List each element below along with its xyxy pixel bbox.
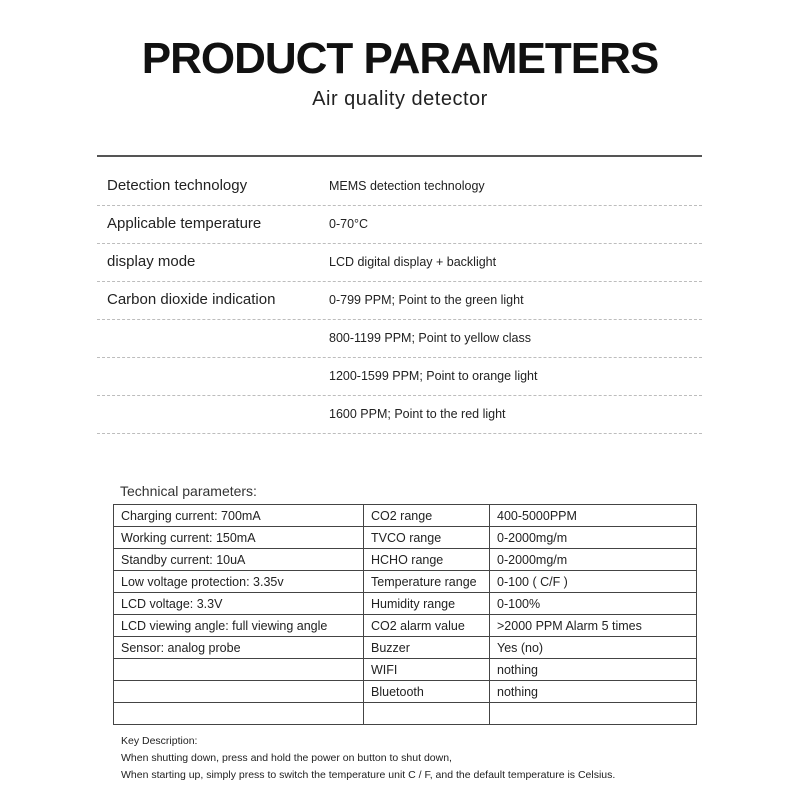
key-description-line: When starting up, simply press to switch the temperature unit C / F, and the default temperature is Celsius.	[121, 769, 616, 781]
table-cell: 400-5000PPM	[490, 505, 697, 527]
table-cell: 0-2000mg/m	[490, 549, 697, 571]
table-row	[114, 659, 697, 681]
table-cell: Humidity range	[364, 593, 490, 615]
parameter-value: 1200-1599 PPM; Point to orange light	[329, 369, 538, 383]
table-cell: Low voltage protection: 3.35v	[114, 571, 364, 593]
table-row	[114, 593, 697, 615]
parameter-value: 0-70°C	[329, 217, 369, 231]
parameter-label: Applicable temperature	[107, 215, 262, 232]
table-row	[114, 703, 697, 725]
table-cell: nothing	[490, 681, 697, 703]
table-row	[114, 615, 697, 637]
table-row	[114, 681, 697, 703]
parameter-value: 800-1199 PPM; Point to yellow class	[329, 331, 531, 345]
table-cell: Buzzer	[364, 637, 490, 659]
table-cell: CO2 range	[364, 505, 490, 527]
table-row	[114, 571, 697, 593]
parameter-row	[97, 244, 702, 282]
table-cell: Standby current: 10uA	[114, 549, 364, 571]
table-cell: TVCO range	[364, 527, 490, 549]
parameter-row	[97, 320, 702, 358]
parameter-label: Detection technology	[107, 177, 248, 194]
parameter-row	[97, 168, 702, 206]
table-cell: Sensor: analog probe	[114, 637, 364, 659]
parameter-value: MEMS detection technology	[329, 179, 485, 193]
table-cell: Bluetooth	[364, 681, 490, 703]
technical-heading: Technical parameters:	[120, 483, 257, 499]
table-cell: 0-100%	[490, 593, 697, 615]
technical-table	[113, 504, 697, 725]
table-cell: HCHO range	[364, 549, 490, 571]
key-description-line: When shutting down, press and hold the power on button to shut down,	[121, 752, 452, 764]
parameter-list	[97, 168, 702, 434]
table-cell: CO2 alarm value	[364, 615, 490, 637]
table-cell: Temperature range	[364, 571, 490, 593]
table-row	[114, 549, 697, 571]
page-title: PRODUCT PARAMETERS	[141, 34, 659, 83]
table-cell: nothing	[490, 659, 697, 681]
table-row	[114, 527, 697, 549]
table-cell	[114, 659, 364, 681]
page-subtitle: Air quality detector	[312, 88, 488, 110]
table-cell: 0-2000mg/m	[490, 527, 697, 549]
parameter-row	[97, 358, 702, 396]
table-cell: 0-100 ( C/F )	[490, 571, 697, 593]
table-cell	[114, 681, 364, 703]
parameter-row	[97, 396, 702, 434]
table-cell: >2000 PPM Alarm 5 times	[490, 615, 697, 637]
table-cell: LCD viewing angle: full viewing angle	[114, 615, 364, 637]
table-cell: WIFI	[364, 659, 490, 681]
parameter-value: LCD digital display + backlight	[329, 255, 497, 269]
parameter-value: 0-799 PPM; Point to the green light	[329, 293, 524, 307]
table-row	[114, 637, 697, 659]
table-cell: Working current: 150mA	[114, 527, 364, 549]
table-cell	[490, 703, 697, 725]
table-cell: Yes (no)	[490, 637, 697, 659]
parameter-row	[97, 282, 702, 320]
divider	[97, 155, 702, 157]
parameter-row	[97, 206, 702, 244]
table-cell: LCD voltage: 3.3V	[114, 593, 364, 615]
parameter-label: display mode	[107, 253, 196, 270]
parameter-value: 1600 PPM; Point to the red light	[329, 407, 506, 421]
table-cell	[114, 703, 364, 725]
parameter-label: Carbon dioxide indication	[107, 291, 276, 308]
key-description	[121, 733, 615, 784]
key-description-heading: Key Description:	[121, 735, 198, 747]
table-row	[114, 505, 697, 527]
table-cell: Charging current: 700mA	[114, 505, 364, 527]
table-cell	[364, 703, 490, 725]
